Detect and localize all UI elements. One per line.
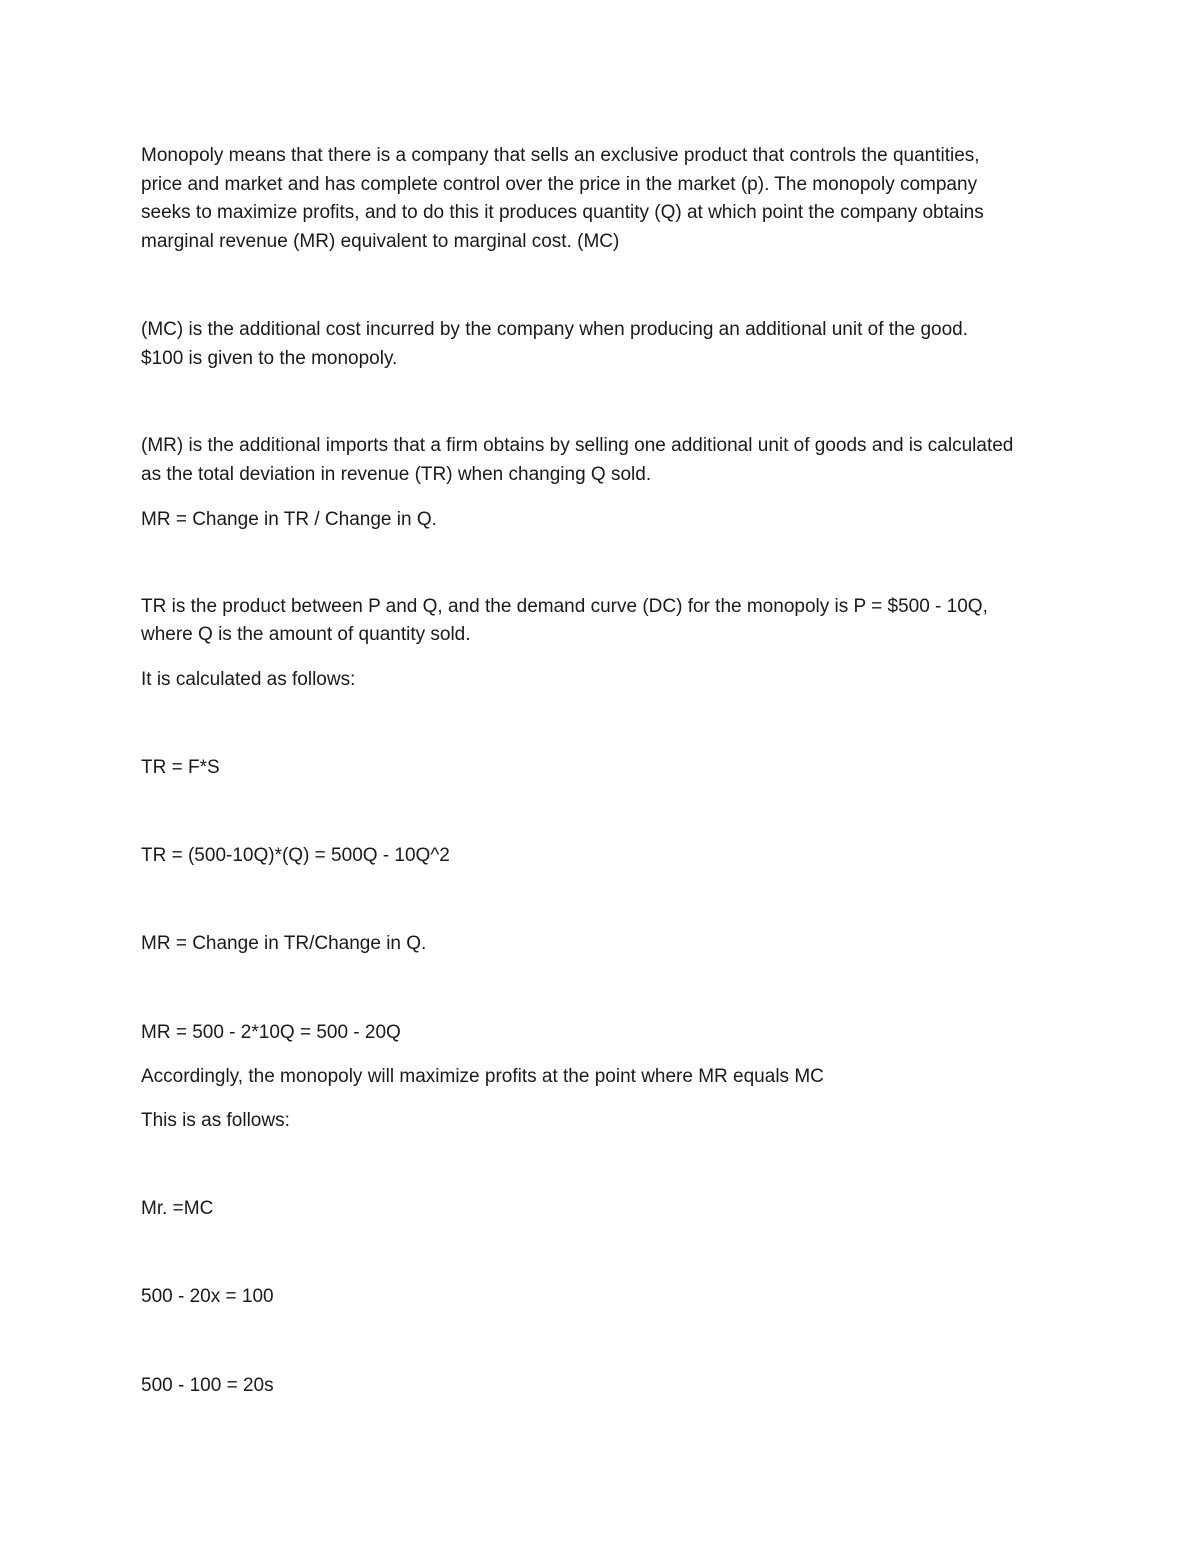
equation-2: 500 - 20x = 100 [141,1286,274,1307]
paragraph-2-line-1: (MC) is the additional cost incurred by the company when producing an additional unit of the good. [141,319,968,340]
equation-1: Mr. =MC [141,1198,214,1219]
paragraph-1-line-4: marginal revenue (MR) equivalent to marginal cost. (MC) [141,231,620,252]
mr-definition: MR = Change in TR / Change in Q. [141,509,437,530]
conclusion: Accordingly, the monopoly will maximize profits at the point where MR equals MC [141,1066,824,1087]
tr-formula: TR = F*S [141,757,220,778]
paragraph-1-line-2: price and market and has complete control over the price in the market (p). The monopoly company [141,174,978,195]
paragraph-1-line-3: seeks to maximize profits, and to do this it produces quantity (Q) at which point the company obtains [141,202,984,223]
mr-formula: MR = Change in TR/Change in Q. [141,933,427,954]
paragraph-3-line-1: (MR) is the additional imports that a firm obtains by selling one additional unit of goods and is calculated [141,435,1014,456]
mr-expanded: MR = 500 - 2*10Q = 500 - 20Q [141,1022,401,1043]
equation-3: 500 - 100 = 20s [141,1375,274,1396]
paragraph-1-line-1: Monopoly means that there is a company that sells an exclusive product that controls the quantities, [141,145,980,166]
tr-expanded: TR = (500-10Q)*(Q) = 500Q - 10Q^2 [141,845,450,866]
paragraph-4-line-2: where Q is the amount of quantity sold. [141,624,471,645]
paragraph-3-line-2: as the total deviation in revenue (TR) when changing Q sold. [141,464,652,485]
follows-text: This is as follows: [141,1110,290,1131]
calc-intro: It is calculated as follows: [141,669,356,690]
paragraph-4-line-1: TR is the product between P and Q, and the demand curve (DC) for the monopoly is P = $500 - 10Q, [141,596,988,617]
paragraph-2-line-2: $100 is given to the monopoly. [141,348,398,369]
